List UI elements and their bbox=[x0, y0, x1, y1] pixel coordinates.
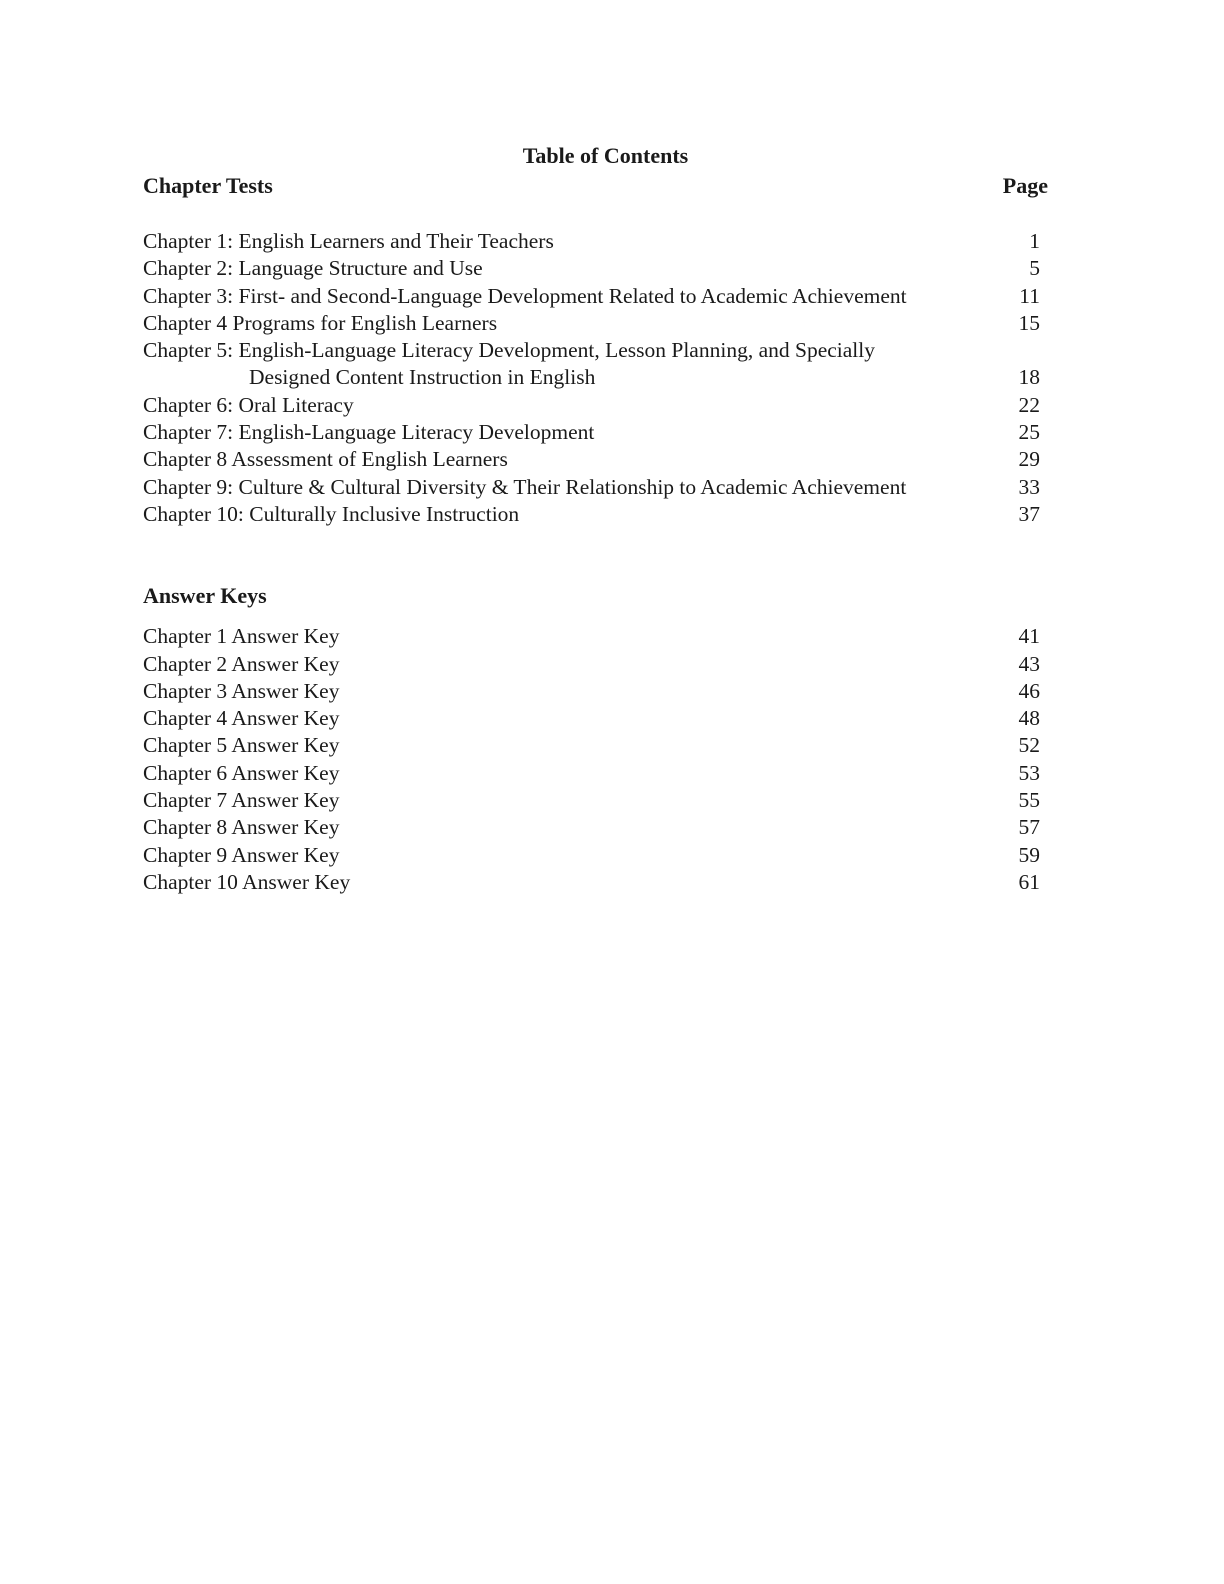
toc-entry-title: Chapter 10: Culturally Inclusive Instruction bbox=[143, 501, 520, 526]
toc-entry-page: 52 bbox=[1018, 733, 1040, 758]
toc-entry-title: Chapter 1: English Learners and Their Teachers bbox=[143, 229, 554, 253]
toc-entry-page: 61 bbox=[1018, 869, 1040, 894]
toc-entry-title: Chapter 9 Answer Key bbox=[143, 842, 340, 867]
toc-entry-answer-key-8[interactable] bbox=[143, 814, 1048, 841]
toc-entry-title: Chapter 7 Answer Key bbox=[143, 788, 340, 813]
toc-entry-title: Chapter 10 Answer Key bbox=[143, 869, 351, 894]
chapter-tests-header bbox=[143, 172, 1048, 200]
toc-entry-page: 59 bbox=[1018, 842, 1040, 867]
toc-entry-answer-key-1[interactable] bbox=[143, 623, 1048, 650]
toc-entry-page: 37 bbox=[1018, 501, 1040, 526]
toc-entry-title-block bbox=[143, 337, 875, 392]
toc-entry-title: Chapter 9: Culture & Cultural Diversity & Their Relationship to Academic Achievement bbox=[143, 474, 907, 499]
chapter-tests-list bbox=[143, 228, 1048, 528]
toc-entry-answer-key-6[interactable] bbox=[143, 760, 1048, 787]
answer-keys-heading: Answer Keys bbox=[143, 583, 267, 609]
toc-entry-chapter-2[interactable] bbox=[143, 255, 1048, 282]
toc-entry-chapter-1[interactable] bbox=[143, 228, 1048, 255]
toc-entry-title: Chapter 5: English-Language Literacy Development, Lesson Planning, and Specially bbox=[143, 338, 875, 363]
toc-entry-page: 22 bbox=[1018, 392, 1040, 417]
toc-entry-page: 15 bbox=[1018, 310, 1040, 335]
toc-entry-answer-key-9[interactable] bbox=[143, 842, 1048, 869]
toc-entry-title: Chapter 7: English-Language Literacy Development bbox=[143, 420, 595, 445]
toc-entry-answer-key-3[interactable] bbox=[143, 678, 1048, 705]
toc-entry-page: 53 bbox=[1018, 760, 1040, 785]
toc-entry-title: Chapter 2: Language Structure and Use bbox=[143, 256, 483, 281]
toc-entry-chapter-7[interactable] bbox=[143, 419, 1048, 446]
answer-keys-header bbox=[143, 582, 1048, 610]
toc-entry-answer-key-10[interactable] bbox=[143, 869, 1048, 896]
toc-entry-title: Chapter 4 Programs for English Learners bbox=[143, 310, 498, 335]
toc-entry-page: 25 bbox=[1018, 420, 1040, 445]
toc-entry-title: Chapter 3 Answer Key bbox=[143, 678, 340, 703]
toc-entry-answer-key-4[interactable] bbox=[143, 705, 1048, 732]
toc-entry-page: 55 bbox=[1018, 788, 1040, 813]
toc-entry-title: Chapter 8 Answer Key bbox=[143, 815, 340, 840]
toc-entry-title: Chapter 3: First- and Second-Language Development Related to Academic Achievement bbox=[143, 283, 907, 308]
toc-entry-chapter-4[interactable] bbox=[143, 310, 1048, 337]
toc-entry-chapter-8[interactable] bbox=[143, 446, 1048, 473]
toc-entry-title: Chapter 8 Assessment of English Learners bbox=[143, 447, 508, 472]
toc-entry-chapter-6[interactable] bbox=[143, 392, 1048, 419]
toc-entry-page: 48 bbox=[1018, 706, 1040, 731]
toc-entry-page: 11 bbox=[1019, 283, 1040, 308]
toc-entry-answer-key-7[interactable] bbox=[143, 787, 1048, 814]
toc-entry-title: Chapter 5 Answer Key bbox=[143, 733, 340, 758]
page-column-heading: Page bbox=[1002, 173, 1048, 198]
toc-entry-answer-key-2[interactable] bbox=[143, 651, 1048, 678]
toc-entry-chapter-5[interactable] bbox=[143, 337, 1048, 392]
toc-entry-title: Chapter 6: Oral Literacy bbox=[143, 392, 354, 417]
toc-entry-chapter-3[interactable] bbox=[143, 283, 1048, 310]
chapter-tests-heading: Chapter Tests bbox=[143, 173, 273, 198]
toc-entry-title: Chapter 6 Answer Key bbox=[143, 760, 340, 785]
toc-entry-chapter-10[interactable] bbox=[143, 501, 1048, 528]
document-page bbox=[143, 140, 1048, 896]
toc-entry-page: 43 bbox=[1018, 651, 1040, 676]
toc-entry-page: 33 bbox=[1018, 474, 1040, 499]
toc-entry-page: 46 bbox=[1018, 678, 1040, 703]
toc-entry-page: 18 bbox=[1018, 365, 1040, 390]
toc-entry-page: 1 bbox=[1029, 229, 1040, 253]
toc-entry-page: 5 bbox=[1029, 256, 1040, 281]
toc-entry-page: 29 bbox=[1018, 447, 1040, 472]
toc-entry-page: 57 bbox=[1018, 815, 1040, 840]
toc-entry-title: Chapter 4 Answer Key bbox=[143, 706, 340, 731]
toc-entry-page: 41 bbox=[1018, 624, 1040, 649]
toc-entry-title: Chapter 2 Answer Key bbox=[143, 651, 340, 676]
answer-keys-list bbox=[143, 623, 1048, 896]
page-title: Table of Contents bbox=[522, 143, 689, 168]
toc-entry-chapter-9[interactable] bbox=[143, 474, 1048, 501]
toc-entry-answer-key-5[interactable] bbox=[143, 732, 1048, 759]
toc-entry-title: Chapter 1 Answer Key bbox=[143, 624, 340, 649]
toc-entry-title-continuation: Designed Content Instruction in English bbox=[249, 365, 596, 390]
